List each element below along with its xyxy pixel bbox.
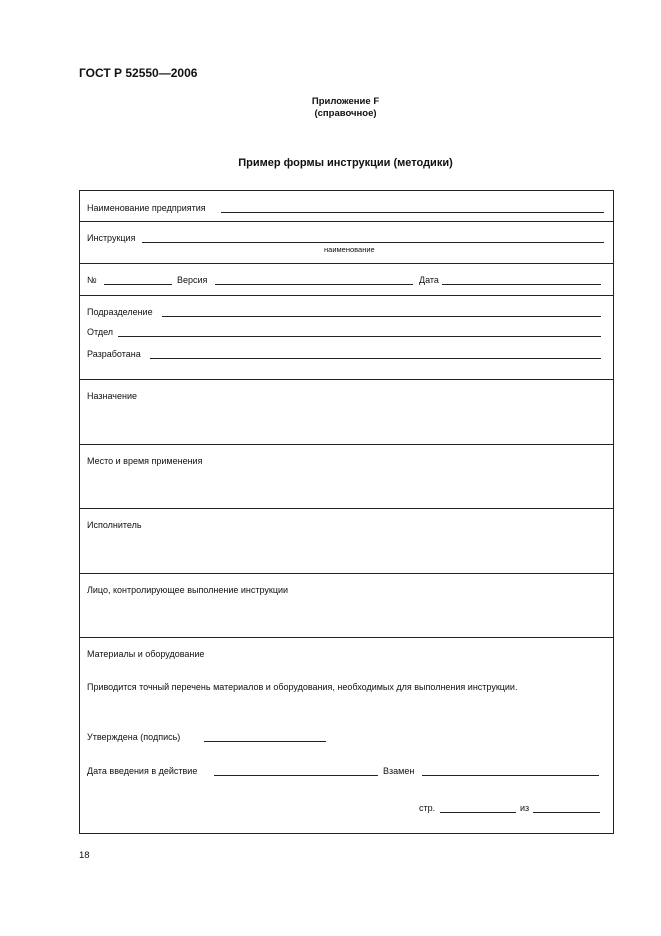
place-time-label: Место и время применения	[87, 456, 203, 466]
row-divider	[80, 637, 613, 638]
instruction-form	[79, 190, 614, 834]
annex-subtitle: (справочное)	[314, 108, 377, 119]
row-divider	[80, 444, 613, 445]
controller-label: Лицо, контролирующее выполнение инструкции	[87, 585, 289, 595]
developed-label: Разработана	[87, 349, 141, 359]
page-label: стр.	[419, 803, 436, 813]
row-divider	[80, 573, 613, 574]
enterprise-label: Наименование предприятия	[87, 203, 206, 213]
developed-field[interactable]	[150, 358, 601, 359]
effective-date-label: Дата введения в действие	[87, 766, 198, 776]
annex-title: Приложение F	[311, 96, 380, 107]
replaces-field[interactable]	[422, 775, 599, 776]
standard-header: ГОСТ Р 52550—2006	[79, 66, 198, 80]
row-divider	[80, 508, 613, 509]
date-field[interactable]	[442, 284, 601, 285]
purpose-label: Назначение	[87, 391, 138, 401]
materials-text: Приводится точный перечень материалов и оборудования, необходимых для выполнения инструкции.	[87, 682, 518, 692]
number-field[interactable]	[104, 284, 172, 285]
version-label: Версия	[177, 275, 208, 285]
page-field[interactable]	[440, 812, 516, 813]
form-title: Пример формы инструкции (методики)	[238, 157, 453, 169]
replaces-label: Взамен	[383, 766, 415, 776]
materials-label: Материалы и оборудование	[87, 649, 205, 659]
approved-label: Утверждена (подпись)	[87, 732, 181, 742]
row-divider	[80, 263, 613, 264]
department-field[interactable]	[118, 336, 601, 337]
executor-label: Исполнитель	[87, 520, 142, 530]
row-divider	[80, 295, 613, 296]
enterprise-field[interactable]	[221, 212, 604, 213]
of-label: из	[520, 803, 530, 813]
instruction-caption: наименование	[324, 245, 375, 254]
page-number: 18	[79, 850, 90, 861]
division-label: Подразделение	[87, 307, 153, 317]
date-label: Дата	[419, 275, 439, 285]
row-divider	[80, 221, 613, 222]
division-field[interactable]	[162, 316, 601, 317]
version-field[interactable]	[215, 284, 413, 285]
total-pages-field[interactable]	[533, 812, 600, 813]
instruction-label: Инструкция	[87, 233, 136, 243]
number-label: №	[87, 275, 97, 285]
department-label: Отдел	[87, 327, 114, 337]
effective-date-field[interactable]	[214, 775, 378, 776]
instruction-field[interactable]	[142, 242, 604, 243]
row-divider	[80, 379, 613, 380]
approved-signature-field[interactable]	[204, 741, 326, 742]
